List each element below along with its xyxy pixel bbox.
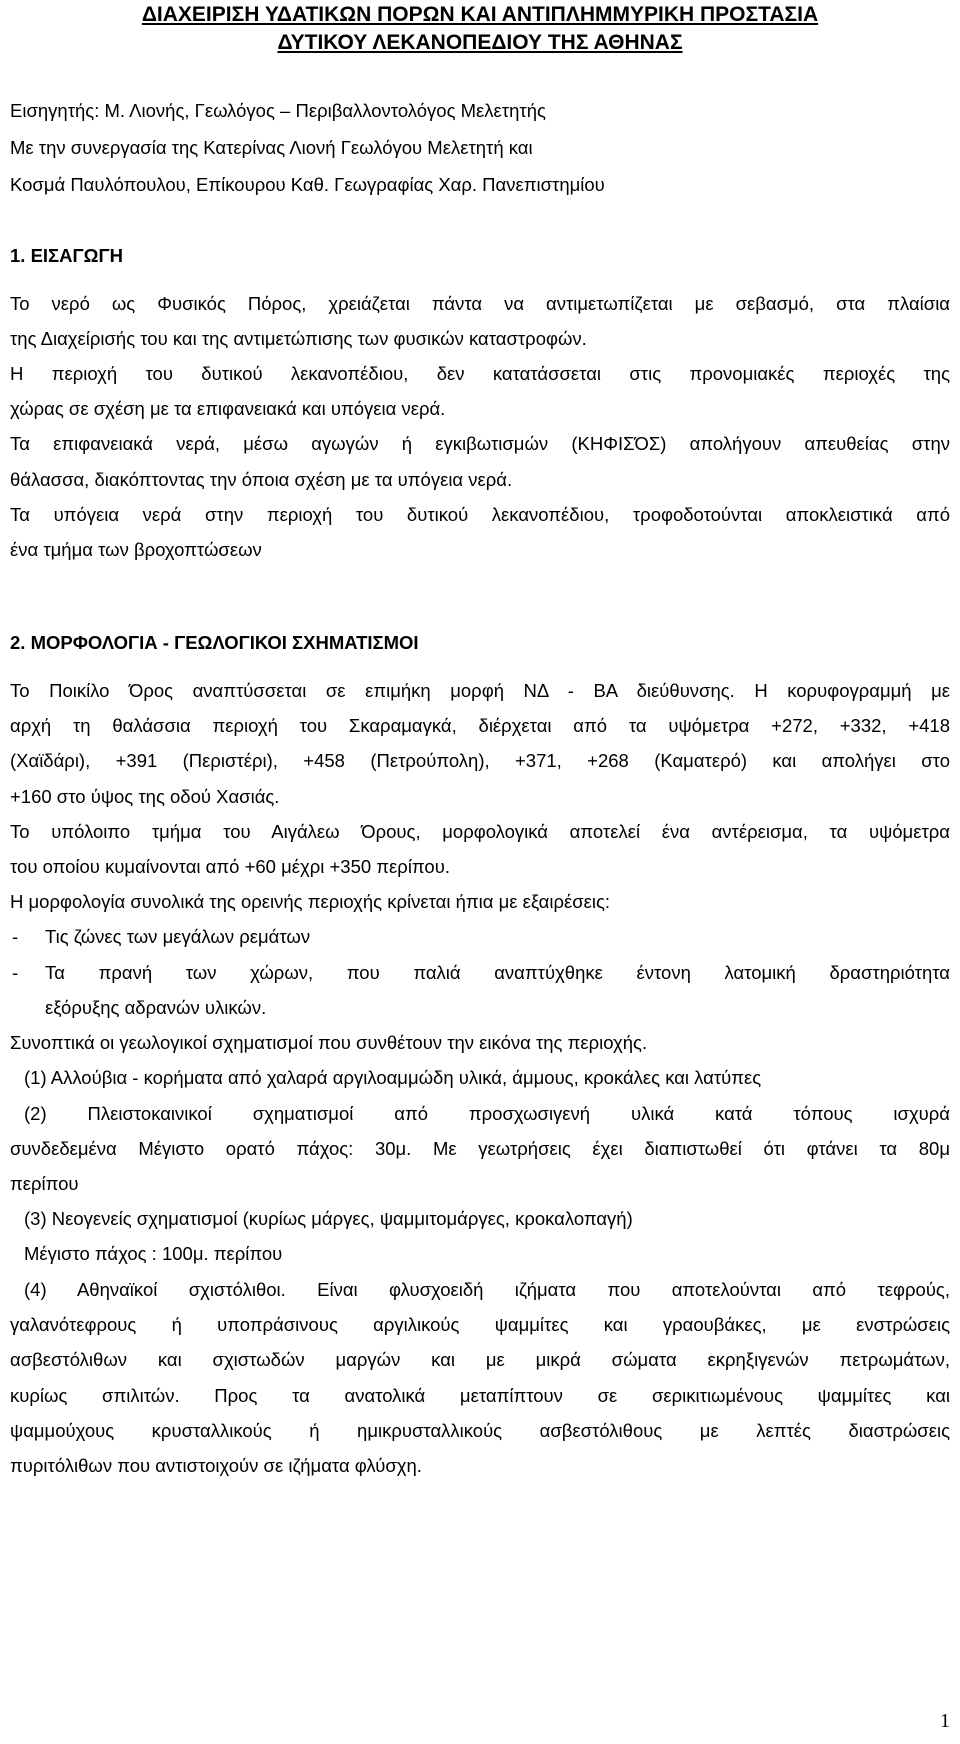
paragraph-line: αρχή τη θαλάσσια περιοχή του Σκαραμαγκά, διέρχεται από τα υψόμετρα +272, +332, +418 (10, 715, 950, 736)
paragraph-line: +160 στο ύψος της οδού Χασιάς. (10, 786, 280, 807)
paragraph-line: Τα υπόγεια νερά στην περιοχή του δυτικού λεκανοπέδιου, τροφοδοτούνται αποκλειστικά από (10, 504, 950, 525)
geology-item: Μέγιστο πάχος : 100μ. περίπου (24, 1243, 283, 1264)
paragraph-line: της Διαχείρισής του και της αντιμετώπισης των φυσικών καταστροφών. (10, 328, 587, 349)
paragraph-line: ένα τμήμα των βροχοπτώσεων (10, 539, 262, 560)
geology-item: γαλανότεφρους ή υποπράσινους αργιλικούς ψαμμίτες και γραουβάκες, με ενστρώσεις (10, 1314, 950, 1335)
geology-item: πυριτόλιθων που αντιστοιχούν σε ιζήματα φλύσχη. (10, 1455, 422, 1476)
section-1-heading: 1. ΕΙΣΑΓΩΓΗ (10, 245, 123, 266)
paragraph-line: Η περιοχή του δυτικού λεκανοπέδιου, δεν κατατάσσεται στις προνομιακές περιοχές της (10, 363, 950, 384)
summary-line: Συνοπτικά οι γεωλογικοί σχηματισμοί που συνθέτουν την εικόνα της περιοχής. (10, 1032, 648, 1053)
paragraph-line: Το Ποικίλο Όρος αναπτύσσεται σε επιμήκη μορφή ΝΔ - ΒΑ διεύθυνσης. Η κορυφογραμμή με (10, 680, 950, 701)
bullet-dash: - (12, 962, 19, 983)
geology-item: (1) Αλλούβια - κορήματα από χαλαρά αργιλοαμμώδη υλικά, άμμους, κροκάλες και λατύπες (24, 1067, 762, 1088)
document-title-line-1: ΔΙΑΧΕΙΡΙΣΗ ΥΔΑΤΙΚΩΝ ΠΟΡΩΝ ΚΑΙ ΑΝΤΙΠΛΗΜΜΥΡΙΚΗ ΠΡΟΣΤΑΣΙΑ (141, 3, 819, 26)
paragraph-line: χώρας σε σχέση με τα επιφανειακά και υπόγεια νερά. (10, 398, 446, 419)
geology-item: κυρίως σπιλιτών. Προς τα ανατολικά μεταπίπτουν σε σερικιτιωμένους ψαμμίτες και (10, 1385, 950, 1406)
page-number: 1 (940, 1710, 950, 1732)
paragraph-line: (Χαϊδάρι), +391 (Περιστέρι), +458 (Πετρούπολη), +371, +268 (Καματερό) και απολήγει στο (10, 750, 950, 771)
paragraph-line: του οποίου κυμαίνονται από +60 μέχρι +350 περίπου. (10, 856, 450, 877)
paragraph-line: Το υπόλοιπο τμήμα του Αιγάλεω Όρους, μορφολογικά αποτελεί ένα αντέρεισμα, τα υψόμετρα (10, 821, 950, 842)
authors-line-3: Κοσμά Παυλόπουλου, Επίκουρου Καθ. Γεωγραφίας Χαρ. Πανεπιστημίου (10, 174, 605, 195)
geology-item: (3) Νεογενείς σχηματισμοί (κυρίως μάργες, ψαμμιτομάργες, κροκαλοπαγή) (24, 1208, 633, 1229)
paragraph-line: θάλασσα, διακόπτοντας την όποια σχέση με τα υπόγεια νερά. (10, 469, 513, 490)
bullet-text: Τις ζώνες των μεγάλων ρεμάτων (45, 926, 311, 947)
geology-item: (2) Πλειστοκαινικοί σχηματισμοί από προσχωσιγενή υλικά κατά τόπους ισχυρά (24, 1103, 950, 1124)
paragraph-line: Τα επιφανειακά νερά, μέσω αγωγών ή εγκιβωτισμών (ΚΗΦΙΣΌΣ) απολήγουν απευθείας στην (10, 433, 950, 454)
bullet-text: Τα πρανή των χώρων, που παλιά αναπτύχθηκε έντονη λατομική δραστηριότητα (45, 962, 950, 983)
geology-item: ψαμμούχους κρυσταλλικούς ή ημικρυσταλλικούς ασβεστόλιθους με λεπτές διαστρώσεις (10, 1420, 950, 1441)
geology-item: (4) Αθηναϊκοί σχιστόλιθοι. Είναι φλυσχοειδή ιζήματα που αποτελούνται από τεφρούς, (24, 1279, 950, 1300)
document-title-line-2: ΔΥΤΙΚΟΥ ΛΕΚΑΝΟΠΕΔΙΟΥ ΤΗΣ ΑΘΗΝΑΣ (277, 31, 683, 54)
section-2-heading: 2. ΜΟΡΦΟΛΟΓΙΑ - ΓΕΩΛΟΓΙΚΟΙ ΣΧΗΜΑΤΙΣΜΟΙ (10, 632, 419, 653)
bullet-dash: - (12, 926, 19, 947)
paragraph-line: Η μορφολογία συνολικά της ορεινής περιοχής κρίνεται ήπια με εξαιρέσεις: (10, 891, 611, 912)
bullet-text: εξόρυξης αδρανών υλικών. (45, 997, 267, 1018)
geology-item: ασβεστόλιθων και σχιστωδών μαργών και με μικρά σώματα εκρηξιγενών πετρωμάτων, (10, 1349, 950, 1370)
geology-item: περίπου (10, 1173, 79, 1194)
authors-line-1: Εισηγητής: Μ. Λιονής, Γεωλόγος – Περιβαλλοντολόγος Μελετητής (10, 100, 546, 121)
authors-line-2: Με την συνεργασία της Κατερίνας Λιονή Γεωλόγου Μελετητή και (10, 137, 533, 158)
geology-item: συνδεδεμένα Μέγιστο ορατό πάχος: 30μ. Με γεωτρήσεις έχει διαπιστωθεί ότι φτάνει τα 80μ (10, 1138, 950, 1159)
paragraph-line: Το νερό ως Φυσικός Πόρος, χρειάζεται πάντα να αντιμετωπίζεται με σεβασμό, στα πλαίσια (10, 293, 950, 314)
